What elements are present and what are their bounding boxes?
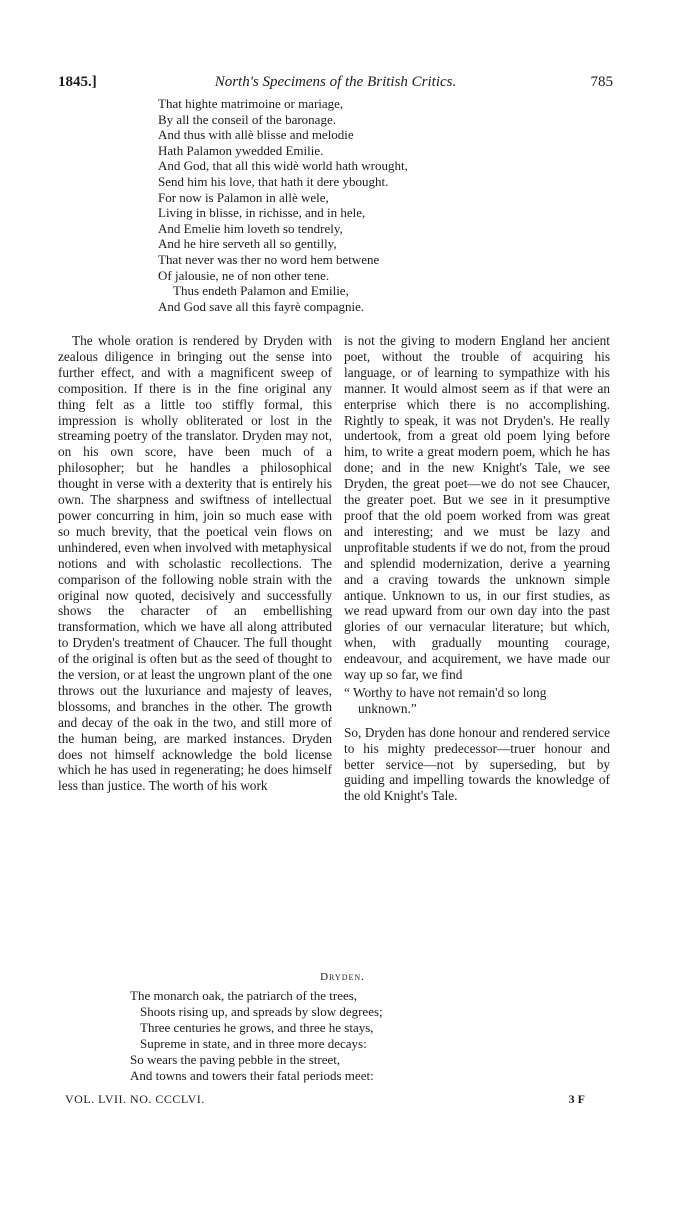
body-paragraph-continued: is not the giving to modern England her ancient poet, without the trouble of acquiring his language, or of learning to sympathize with his manner. It would almost seem as if that were an enterprise which there is no accomplishing. Rightly to speak, it was not Dryden's. He really undertook, from a great old poem lying before him, to write a great modern poem, which he has done; and in the new Knight's Tale, we see Dryden, the great poet—we do not see Chaucer, the greater poet. But we see in it presumptive proof that the old poem worked from was great and interesting; and we must be lazy and unprofitable students if we do not, from the proud and splendid modernization, derive a yearning and a craving towards the unknown simple antique. Unknown to us, in our first studies, as we read upward from our own day into the past glories of our vernacular literature; but which, when, with gradually mounting courage, endeavour, and acquirement, we have made our way up so far, we find	[344, 333, 610, 683]
poem-line: And Emelie him loveth so tendrely,	[158, 220, 343, 236]
page-footer	[65, 1090, 585, 1108]
poem-line: Thus endeth Palamon and Emilie,	[173, 283, 349, 299]
poem-line: Living in blisse, in richisse, and in hele,	[158, 205, 366, 221]
poem-line: And towns and towers their fatal periods meet:	[130, 1068, 374, 1083]
poem-line: The monarch oak, the patriarch of the trees,	[130, 988, 358, 1003]
signature-mark: 3 F	[568, 1092, 585, 1106]
poem-line: And God, that all this widè world hath wrought,	[158, 158, 408, 174]
running-header	[58, 72, 613, 92]
poem-line: For now is Palamon in allè wele,	[158, 189, 329, 205]
quote-line: unknown.”	[358, 700, 417, 716]
poem-line: Three centuries he grows, and three he stays,	[140, 1020, 374, 1035]
chaucer-poem-excerpt	[158, 96, 558, 314]
volume-info: VOL. LVII. NO. CCCLVI.	[65, 1092, 205, 1106]
poem-line: Shoots rising up, and spreads by slow degrees;	[140, 1004, 383, 1019]
poem-line: Hath Palamon ywedded Emilie.	[158, 142, 324, 158]
poem-line: And thus with allè blisse and melodie	[158, 127, 354, 143]
closing-paragraph: So, Dryden has done honour and rendered service to his mighty predecessor—truer honour and better service—not by superseding, but by guiding and impelling towards the knowledge of the old Knight's Tale.	[344, 724, 610, 804]
dryden-poem-excerpt	[130, 988, 550, 1084]
header-title: North's Specimens of the British Critics.	[214, 74, 457, 90]
poem-line: That never was ther no word hem betwene	[158, 251, 380, 267]
block-quote	[344, 685, 610, 717]
poem-line: Supreme in state, and in three more decays:	[140, 1036, 367, 1051]
right-column	[344, 333, 610, 804]
page-number: 785	[590, 74, 613, 90]
quote-line: “ Worthy to have not remain'd so long	[344, 684, 547, 700]
poem-line: And God save all this fayrè compagnie.	[158, 298, 365, 314]
poem-line: That highte matrimoine or mariage,	[158, 96, 344, 111]
left-column	[58, 333, 332, 794]
poem-line: Of jalousie, ne of non other tene.	[158, 267, 330, 283]
poem-line: So wears the paving pebble in the street,	[130, 1052, 341, 1067]
body-paragraph: The whole oration is rendered by Dryden with zealous diligence in bringing out the sense into further effect, and with a magnificent sweep of composition. If there is in the fine original any thing felt as a little too stiffly formal, this impression is wholly obliterated or lost in the streaming poetry of the translator. Dryden may not, on his own score, have been much of a philosopher; but he handles a philosophical thought in verse with a dexterity that is entirely his own. The sharpness and swiftness of intellectual power concurring in him, join so much ease with so much brevity, that the poetical vein flows on unhindered, even when involved with metaphysical notions and with scholastic recollections. The comparison of the following noble strain with the original now quoted, decisively and successfully shows the character of an embellishing transformation, which we have all along attributed to Dryden's treatment of Chaucer. The full thought of the original is often but as the seed of thought to the version, or at least the ungrown plant of the one throws out the luxuriance and majesty of leaves, blossoms, and branches in the other. The growth and decay of the oak in the two, and still more of the human being, are marked instances. Dryden does not himself acknowledge the bold license which he has used in regenerating; he does himself less than justice. The worth of his work	[58, 333, 332, 794]
header-year: 1845.]	[58, 74, 97, 90]
poem-line: By all the conseil of the baronage.	[158, 111, 336, 127]
poem-line: And he hire serveth all so gentilly,	[158, 236, 337, 252]
dryden-heading: Dryden.	[320, 971, 365, 983]
poem-line: Send him his love, that hath it dere ybought.	[158, 173, 389, 189]
